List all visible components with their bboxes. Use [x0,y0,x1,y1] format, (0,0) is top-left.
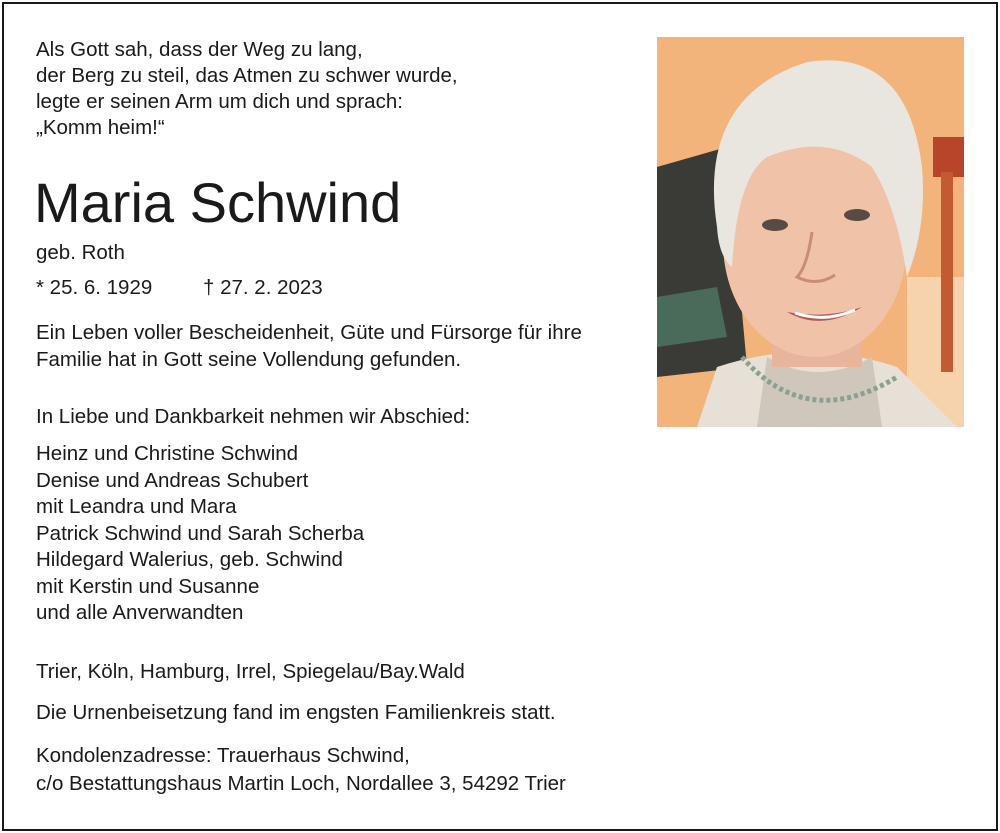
verse-line: Als Gott sah, dass der Weg zu lang, [36,38,363,61]
left-eye [762,219,788,231]
green-cushion [657,287,727,347]
life-text [36,320,582,374]
mourners-list [36,441,364,627]
verse-line: „Komm heim!“ [36,116,165,139]
mourner-line: Heinz und Christine Schwind [36,442,299,465]
mourner-line: Denise und Andreas Schubert [36,468,309,492]
chair-leg [941,172,953,372]
right-eye [844,209,870,221]
life-dates [36,275,323,301]
portrait-illustration [657,37,964,427]
mourner-line: Hildegard Walerius, geb. Schwind [36,548,343,571]
life-text-line: Familie hat in Gott seine Vollendung gefunden. [36,348,462,371]
mourner-line: mit Leandra und Mara [36,495,237,518]
portrait-photo [657,37,964,427]
chair-back [933,137,964,177]
deceased-name: Maria Schwind [34,171,402,234]
birth-name: geb. Roth [36,241,125,264]
verse [36,37,458,141]
verse-line: legte er seinen Arm um dich und sprach: [36,90,403,113]
condolence-line: c/o Bestattungshaus Martin Loch, Nordallee 3, 54292 Trier [36,772,566,795]
mourner-line: mit Kerstin und Susanne [36,574,260,598]
life-text-line: Ein Leben voller Bescheidenheit, Güte und Fürsorge für ihre [36,321,582,344]
mourner-line: Patrick Schwind und Sarah Scherba [36,521,365,545]
places-text: Trier, Köln, Hamburg, Irrel, Spiegelau/Bay.Wald [36,660,465,683]
death-date: † 27. 2. 2023 [203,276,323,299]
birth-date: * 25. 6. 1929 [36,276,153,299]
farewell-text: In Liebe und Dankbarkeit nehmen wir Abschied: [36,405,471,428]
condolence-line: Kondolenzadresse: Trauerhaus Schwind, [36,744,410,767]
mourner-line: und alle Anverwandten [36,601,244,624]
verse-line: der Berg zu steil, das Atmen zu schwer wurde, [36,64,458,87]
condolence-address [36,743,566,799]
burial-text: Die Urnenbeisetzung fand im engsten Familienkreis statt. [36,701,556,724]
